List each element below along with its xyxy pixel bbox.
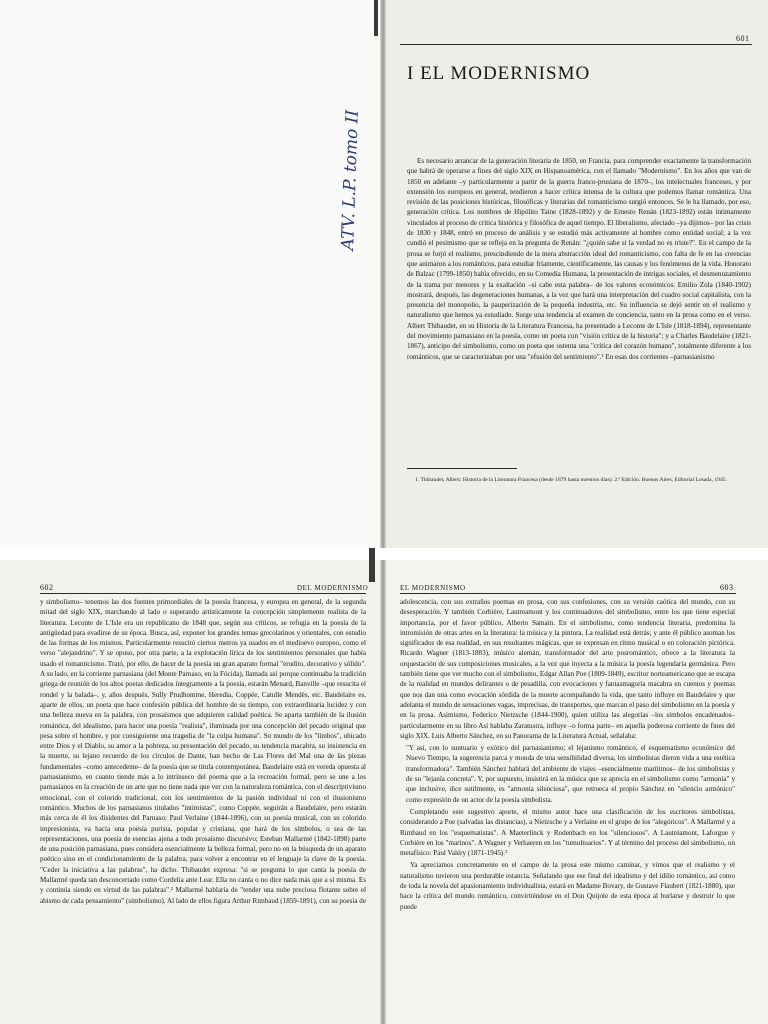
- chapter-title: I EL MODERNISMO: [407, 62, 591, 84]
- blank-page-left: [0, 0, 383, 548]
- handwritten-note: ATV. L.P. tomo II: [338, 109, 363, 251]
- header-rule-601: [400, 44, 752, 45]
- page-number-601: 601: [736, 34, 750, 43]
- running-head-602: DEL MODERNISMO: [297, 584, 369, 592]
- paragraph: Es necesario arrancar de la generación literaria de 1850, en Francia, para comprender exactamente la transformación que habrá de operarse a fines del siglo XIX en Hispanoamérica, con el llamado "Modernismo". En los años que van de 1850 en adelante –y particularmente a partir de la guerra franco-prusiana de 1870–, los intelectuales franceses, y por extensión los europeos en general, tendieron a hacer crítica intensa de la cultura que podemos llamar romántica. Una revisión de las posiciones históricas, filosóficas y literarias del romanticismo surgió entonces. Se le ha llamado, por eso, generación crítica. Los nombres de Hipólito Taine (1828-1892) y de Ernesto Renán (1823-1892) están íntimamente vinculados al proceso de crítica histórica y filosófica de aquel tiempo. El liberalismo, afectado –ya dijimos– por las crisis de 1830 y 1848, entró en proceso de análisis y se estudió más activamente al hombre como entidad social; a la vez cundió el pesimismo que se refleja en la pregunta de Renán: "¿quién sabe si la verdad no es triste?". En el campo de la prosa se forjó el realismo, prescindiendo de la mera abstracción ideal del romanticismo, con falta de fe en las creencias que animaron a los románticos, para estudiar fríamente, científicamente, las causas y los fenómenos de la vida. Honorato de Balzac (1799-1850) había ofrecido, en su Comedia Humana, la presentación de intrigas sociales, el desmenuzamiento de la trama por menores y la exaltación –si cabe esta palabra– de los valores económicos. Emilio Zola (1840-1902) mostrará, después, las degeneraciones humanas, a la vez que hará una interpretación del cuadro social capitalista, con la presencia del monopolio, la pauperización de la pequeña industria, etc. Su influencia se dejó sentir en el realismo y naturalismo que hemos ya estudiado. Surge una tendencia al examen de conciencia, tanto en la prosa como en el verso. Albert Thibaudet, en su Historia de la Literatura Francesa, ha presentado a Leconte de L'Isle (1818-1894), representante del movimiento parnasiano en la poesía, como un poeta con "visión crítica de la historia"; y a Charles Baudelaire (1821-1867), anticipo del simbolismo, como un poeta que ostenta una "crítica del corazón humano", totalmente diferente a los románticos, que se caracterizaban por una "efusión del sentimiento".¹ En esas dos corrientes –parnasianismo: [407, 157, 751, 361]
- binding-mark-middle: [369, 548, 375, 582]
- paragraph: adolescencia, con sus extraños poemas en prosa, con sus confesiones, con su versión caótica del mundo, con su desesperación. Y también Corbière, Lautreamont y los continuadores del simbolismo, entre los que tiene especial importancia, por el favor público, Alberto Samain. En el simbolismo, como tendencia literaria, predomina la intromisión de otras artes en la literatura: la música y la pintura. La realidad está detrás; y ante él público asoman los significados de esa realidad, en sus resultantes mágicas, que se expresan en ritmo musical o en coloración pictórica. Ricardo Wagner (1813-1883), músico alemán, transformador del arte posromántico, ofrece a la literatura la orquestación de sus composiciones musicales, a la vez que inyecta a la música la poesía legendaria germánica. Pero también tiene que ver mucho con el simbolismo, Edgar Allan Poe (1809-1849), escritor norteamericano que se escapa de la realidad en mundos delirantes o de pesadilla, con evocaciones y fantasmagoría macabra en cuentos y poemas que nos dan una como evocación sórdida de la muerte acompañando la vida, que tanto influye en Baudelaire y que adelanta el mundo de sensaciones vagas, imprecisas, de transportes, que marcan el paso del simbolismo en la poesía y en la prosa. Asimismo, Federico Nietzsche (1844-1900), quien utiliza las alegorías –los símbolos encadenados– particularmente en su libro Así hablaba Zaratustra, influye –o forma parte– en aquella poderosa corriente de fines del siglo XIX. Luis Alberto Sánchez, en su Panorama de la Literatura Actual, señalaba:: [400, 598, 735, 740]
- header-rule-603: [400, 593, 736, 594]
- paragraph: y simbolismo– tenemos las dos fuentes primordiales de la poesía francesa, y europea en general, de la segunda mitad del siglo XIX, marchando al lado o superando artísticamente la concepción simplemente realista de la literatura. Leconte de L'Isle era un republicano de 1848 que, según sus críticos, se refugia en la poesía de la antigüedad para evadirse de su época. Busca, así, exponer los grandes temas grecolatinos y orientales, con estudio de las formas de los mismos. Particularmente resucitó ciertos metros ya usados en el medioevo europeo, como el verso "alejandrino". Y se opuso, por otra parte, a la explotación lírica de los sentimientos personales que había usado el romanticismo. Trató, por ello, de hacer de la poesía un gran aparato formal "erudito, decorativo y sólido". A su lado, en la corriente parnasiana (del Monte Parnaso, en la Fócida), llamada así porque continuaba la tradición griega de reunión de los altos poetas dedicados íntegramente a la poesía, estarán Menard, Banville –que resucita el rondel y la balada–, y, años después, Sully Prudhomme, Heredia, Coppée, Catulle Mendès, etc. Baudelaire es, aparte de ellos, un poeta que hace confesión pública del hombre de su tiempo, con extraordinaria lucidez y con una belleza nueva en la palabra, con prosaísmos que adquieren calidad poética. Se aparta también de la ilusión romántica, del idealismo, para hacer una poesía "realista", iluminada por una concepción del pecado original que pesa sobre el hombre, y por consiguiente una tragedia de "la culpa humana". Su mundo de los "limbos", ubicado entre Dios y el Diablo, su amor a la pobreza, su presentación del pecado, su tendencia macabra, su insistencia en la muerte, su lejano recuerdo de los círculos de Dante, han hecho de Las Flores del Mal una de las piezas fundamentales –como antecedente– de la poesía que se titula contemporánea. Baudelaire está en vereda opuesta al parnasianismo, en cuanto tiende más a lo intrínseco del poema que a la recreación formal, pero se une a los parnasianos en la creación de un arte que no tiene nada que ver con la naturaleza romántica, con el descriptivismo emocional, con el colorido tradicional, con los sentimientos de la pasión individual ni con el ilusionismo romántico. Muchos de los parnasianos titulados "intimistas", como Coppée, seguirán a Baudelaire, pero estarán más cerca de él los disidentes del Parnaso: Paul Verlaine (1844-1896), con su poesía musical, con su colorido impresionista, va hacia una poesía purista, popular y cristiana, que hará de los símbolos, o sea de las representaciones, una poesía de esencias ajena a todo prosaísmo discursivo; Esteban Mallarmé (1842-1898) parte de una posición parnasiana, pues considera esencialmente la belleza formal, pero no en la búsqueda de un aparato poético sino en el condicionamiento de la palabra, para volver a encontrar en el lenguaje la clave de la poesía. "Ceder la iniciativa a las palabras", ha dicho. Thibaudet expresa: "si se pregunta lo que canta la poesía de Mallarmé queda tan desconcertado como Cordelia ante Lear. Ella no canta o no dice nada más que a sí misma. Es y continúa siendo en virtud de las palabras".² Mallarmé hablaría de "tender una nube preciosa flotante sobre el abismo de cada pensamiento" (simbolismo). Al lado de ellos figura Arthur Rimbaud (1859-1891), con su poesía de: [40, 598, 366, 905]
- page-601-body: [407, 156, 751, 362]
- page-602-body: [40, 597, 366, 906]
- page-number-602: 602: [40, 583, 54, 592]
- footnote-1: 1. Thibaudet, Albert: Historia de la Literatura Francesa (desde 1879 hasta nuestros días). 2.ª Edición. Buenos Aires, Editorial Losada, 1945.: [415, 477, 727, 483]
- running-head-603: EL MODERNISMO: [400, 584, 466, 592]
- block-quote: "Y así, con lo suntuario y exótico del parnasianismo; el lejanismo romántico, el esquematismo económico del Nuevo Tiempo, la sugerencia parca y monda de una sensibilidad diversa, los simbolistas dieron vida a una estética transformadora". También Sánchez hablará del ambiente de viajes –esencialmente marítimos– de los simbolistas y de su "lejanía concreta". Y, por supuesto, insistirá en la música que se aprecia en el simbolismo como "armonía" y que inclusive, dice sutilmente, es "armonía silenciosa", que retrueca el propio Sánchez en "silencio armónico" como expresión de un actor de la poesía simbolista.: [406, 744, 735, 804]
- page-603-body: [400, 597, 735, 912]
- paragraph: Ya apreciamos concretamente en el campo de la prosa este mismo caminar, y vimos que el realismo y el naturalismo tuvieron una perdurable estancia. Señalando que ese final del idealismo y del idilio romántico, así como de toda la novela del apasionamiento individualista, estará en Madame Bovary, de Gustave Flaubert (1821-1880), que hace la crítica del mundo romántico, convirtiéndose en el Don Quijote de esta época al burlarse y destruir lo que puede: [400, 861, 735, 911]
- binding-mark-top: [374, 0, 378, 36]
- header-rule-602: [40, 593, 366, 594]
- footnote-rule: [407, 468, 517, 469]
- paragraph: Completando este sugestivo aporte, el mismo autor hace una clasificación de los escritores simbolistas, considerando a Poe (salvadas las distancias), a Nietzsche y a Verlaine en el grupo de los "alegóricos". A Mallarmé y a Rimbaud en los "esquematistas". A Maeterlinck y Rodenbach en los "silenciosos". A Lautréamont, Laforgue y Corbière en los "marinos". A Wagner y Verhaeren en los "tumultuarios". Y al término del proceso del simbolismo, un metafísico: Paul Valéry (1871-1945).³: [400, 807, 735, 858]
- page-number-603: 603: [720, 583, 734, 592]
- page-separator: [0, 548, 768, 560]
- book-spine-fold: [380, 0, 386, 1024]
